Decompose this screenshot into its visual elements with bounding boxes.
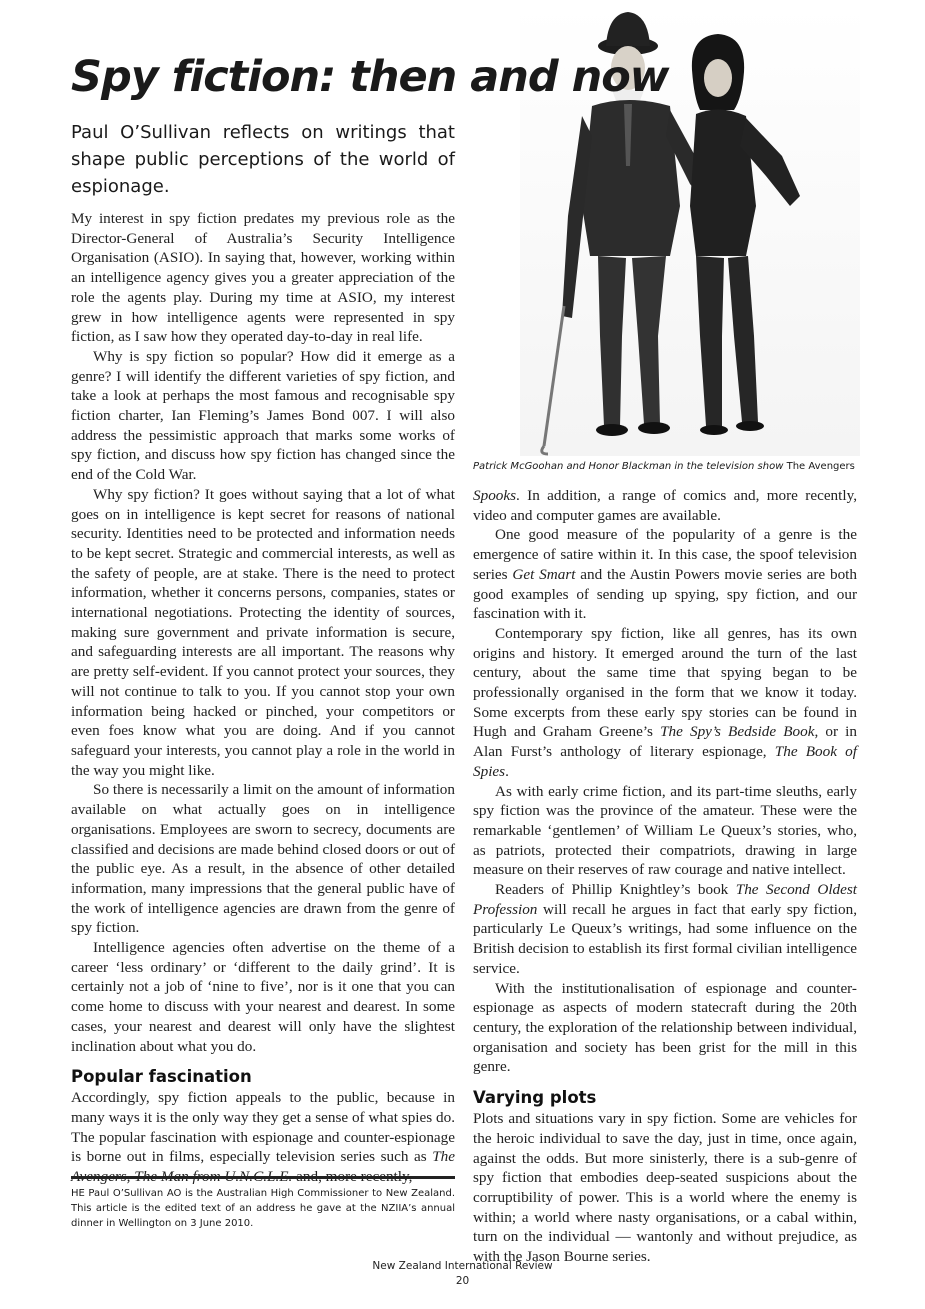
text-run-italic: The Book of Spies: [473, 743, 857, 780]
section-heading-varying-plots: Varying plots: [473, 1088, 597, 1108]
left-paragraph-3: Why spy fiction? It goes without saying that a lot of what goes on in intelligence is kept secret for reasons of national security. Identities need to be protected and information needs to be kept secret. Strategic and commercial interests, as well as the safety of people, are at stake. There is the need to protect information, whether it concerns persons, companies, states or international negotiations. Protecting the identity of sources, making sure government and private information is secure, and safeguarding interests are all important. The reasons why are pretty self-evident. If you cannot protect your sources, they will not continue to talk to you. If you cannot stop your own information being hacked or pinched, your competitors or even foes know what you are doing. And if you cannot safeguard your interests, you cannot play a role in the world in the way you might like.: [71, 485, 455, 779]
text-run: and the Austin Powers movie series are both good examples of sending up spying, spy fiction, and our fascination with it.: [473, 565, 857, 623]
left-paragraph-6: [71, 1088, 455, 1187]
right-paragraph-2: [473, 525, 857, 624]
left-column: [71, 209, 455, 1187]
text-run-italic: The Spy’s Bedside Book: [660, 723, 815, 741]
left-paragraph-2: Why is spy fiction so popular? How did it emerge as a genre? I will identify the different varieties of spy fiction, and take a look at perhaps the most famous and recognisable spy fiction charter, Ian Fleming’s James Bond 007. I will also address the pessimistic approach that marks some works of spy fiction, and discuss how spy fiction has changed since the end of the Cold War.: [71, 347, 455, 484]
right-paragraph-4: As with early crime fiction, and its part-time sleuths, early spy fiction was the province of the amateur. These were the remarkable ‘gentlemen’ of William Le Queux’s stories, who, as patriots, protected their compatriots, drawing in large measure on their reserves of raw courage and native intellect.: [473, 782, 857, 879]
publication-name: New Zealand International Review: [372, 1260, 553, 1272]
left-paragraph-1: My interest in spy fiction predates my previous role as the Director-General of Australia’s Security Intelligence Organisation (ASIO). In saying that, however, working within an intelligence agency gives you a greater appreciation of the role the agents play. During my time at ASIO, my interest grew in how intelligence agents were represented in spy fiction, as I saw how they operated day-to-day in real life.: [71, 210, 455, 346]
caption-show: The Avengers: [786, 461, 855, 472]
caption-names: Patrick McGoohan and Honor Blackman in the television show: [473, 461, 784, 472]
text-run: Accordingly, spy fiction appeals to the public, because in many ways it is the only way they get a sense of what spies do. The popular fascination with espionage and counter-espionage is borne out in films, especially television series such as: [71, 1089, 455, 1166]
article-subtitle: Paul O’Sullivan reflects on writings that shape public perceptions of the world of espionage.: [71, 122, 455, 197]
right-paragraph-1: [473, 486, 857, 525]
left-paragraph-4: So there is necessarily a limit on the amount of information available on what actually goes on in intelligence organisations. Employees are sworn to secrecy, documents are classified and decisions are made behind closed doors or out of the public eye. As a result, in the absence of other detailed information, many impressions that the general public have of the work of intelligence agencies are drawn from the genre of spy fiction.: [71, 781, 455, 937]
footnote-rule: [71, 1176, 455, 1179]
text-run-italic: Spooks: [473, 487, 517, 504]
text-run: Readers of Phillip Knightley’s book: [495, 881, 736, 899]
photo-caption: [473, 460, 893, 474]
text-run-italic: Get Smart: [512, 565, 576, 583]
text-run: . In addition, a range of comics and, more recently, video and computer games are available.: [473, 487, 857, 524]
text-run: One good measure of the popularity of a genre is the emergence of satire within it. In this case, the spoof television series: [473, 526, 857, 583]
author-footnote: HE Paul O’Sullivan AO is the Australian High Commissioner to New Zealand. This article is the edited text of an address he gave at the NZIIA’s annual dinner in Wellington on 3 June 2010.: [71, 1188, 455, 1229]
page-footer: [0, 1259, 925, 1289]
section-heading-popular-fascination: Popular fascination: [71, 1067, 252, 1087]
left-paragraph-5: Intelligence agencies often advertise on the theme of a career ‘less ordinary’ or ‘different to the daily grind’. It is certainly not a job of ‘nine to five’, nor is it one that you can come home to discuss with your nearest and dearest. In some cases, your nearest and dearest will only have the slightest inclination about what you do.: [71, 939, 455, 1055]
right-paragraph-7: Plots and situations vary in spy fiction. Some are vehicles for the heroic individual to save the day, just in time, once again, against the odds. But more sinisterly, there is a sub-genre of spy fiction that embodies deep-seated suspicions about the corruptibility of power. This is a world where the enemy is within; a world where nasty organisations, or a cabal within, turn on the individual — wantonly and without prejudice, as with the Jason Bourne series.: [473, 1110, 857, 1266]
right-paragraph-6: With the institutionalisation of espionage and counter-espionage as aspects of modern statecraft during the 20th century, the exploration of the relationship between individual, organisation and society has been grist for the mill in this genre.: [473, 979, 857, 1076]
text-run-italic: The: [432, 1148, 455, 1166]
right-paragraph-5: [473, 880, 857, 979]
text-run: .: [505, 762, 509, 780]
text-run: Contemporary spy fiction, like all genres, has its own origins and history. It emerged around the turn of the last century, about the same time that spying began to be professionally organised in the form that we know it today. Some excerpts from these early spy stories can be found in Hugh and Graham Greene’s: [473, 624, 857, 741]
text-run-italic: The Second Oldest Profession: [473, 881, 858, 918]
right-paragraph-3: [473, 624, 857, 782]
page-number: 20: [455, 1275, 470, 1287]
article-title: Spy fiction: then and now: [71, 52, 669, 102]
text-run: will recall he argues in fact that early spy fiction, particularly Le Queux’s writings, had some influence on the British decision to establish its first formal civilian intelligence service.: [473, 900, 857, 977]
text-run: , or in Alan Furst’s anthology of literary espionage,: [473, 723, 857, 761]
right-column: [473, 486, 857, 1267]
